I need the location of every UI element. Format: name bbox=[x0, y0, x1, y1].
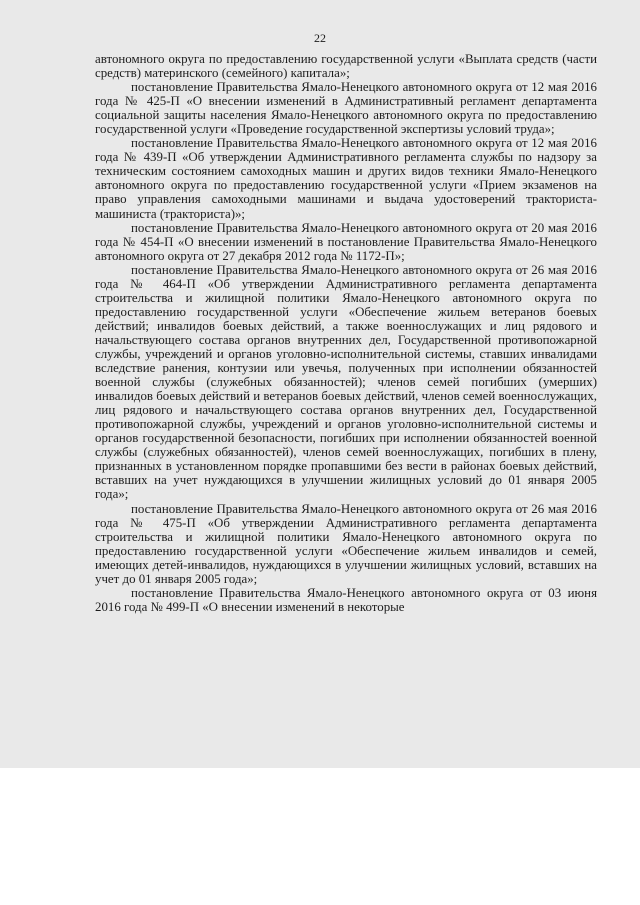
paragraph: постановление Правительства Ямало-Ненецкого автономного округа от 26 мая 2016 года № 475-П «Об утверждении Административного регламента департамента строительства и жилищной политики Ямало-Ненецкого автономного округа по предоставлению государственной услуги «Обеспечение жильем инвалидов и семей, имеющих детей-инвалидов, нуждающихся в улучшении жилищных условий, вставших на учет до 01 января 2005 года»; bbox=[95, 501, 597, 586]
paragraph: постановление Правительства Ямало-Ненецкого автономного округа от 12 мая 2016 года № 439-П «Об утверждении Административного регламента службы по надзору за техническим состоянием самоходных машин и других видов техники Ямало-Ненецкого автономного округа по предоставлению государственной услуги «Прием экзаменов на право управления самоходными машинами и выдача удостоверений тракториста-машиниста (тракториста)»; bbox=[95, 136, 597, 221]
page-body bbox=[95, 52, 597, 614]
paragraph: постановление Правительства Ямало-Ненецкого автономного округа от 20 мая 2016 года № 454-П «О внесении изменений в постановление Правительства Ямало-Ненецкого автономного округа от 27 декабря 2012 года № 1172-П»; bbox=[95, 220, 597, 263]
paragraph: постановление Правительства Ямало-Ненецкого автономного округа от 12 мая 2016 года № 425-П «О внесении изменений в Административный регламент департамента социальной защиты населения Ямало-Ненецкого автономного округа по предоставлению государственной услуги «Проведение государственной экспертизы условий труда»; bbox=[95, 80, 597, 137]
page-number: 22 bbox=[314, 31, 326, 45]
paragraph: постановление Правительства Ямало-Ненецкого автономного округа от 03 июня 2016 года № 499-П «О внесении изменений в некоторые bbox=[95, 585, 597, 614]
paragraph: постановление Правительства Ямало-Ненецкого автономного округа от 26 мая 2016 года № 464-П «Об утверждении Административного регламента департамента строительства и жилищной политики Ямало-Ненецкого автономного округа по предоставлению государственной услуги «Обеспечение жильем ветеранов боевых действий; инвалидов боевых действий, а также военнослужащих и лиц рядового и начальствующего состава органов внутренних дел, Государственной противопожарной службы, учреждений и органов уголовно-исполнительной системы, ставших инвалидами вследствие ранения, контузии или увечья, полученных при исполнении обязанностей военной службы (служебных обязанностей); членов семей погибших (умерших) инвалидов боевых действий и ветеранов боевых действий, членов семей военнослужащих, лиц рядового и начальствующего состава органов внутренних дел, Государственной противопожарной службы, учреждений и органов уголовно-исполнительной системы и органов государственной безопасности, погибших при исполнении обязанностей военной службы (служебных обязанностей), членов семей военнослужащих, погибших в плену, признанных в установленном порядке пропавшими без вести в районах боевых действий, вставших на учет нуждающихся в улучшении жилищных условий до 01 января 2005 года»; bbox=[95, 262, 597, 502]
blank-margin bbox=[0, 768, 640, 905]
paragraph: автономного округа по предоставлению государственной услуги «Выплата средств (части средств) материнского (семейного) капитала»; bbox=[95, 52, 597, 81]
